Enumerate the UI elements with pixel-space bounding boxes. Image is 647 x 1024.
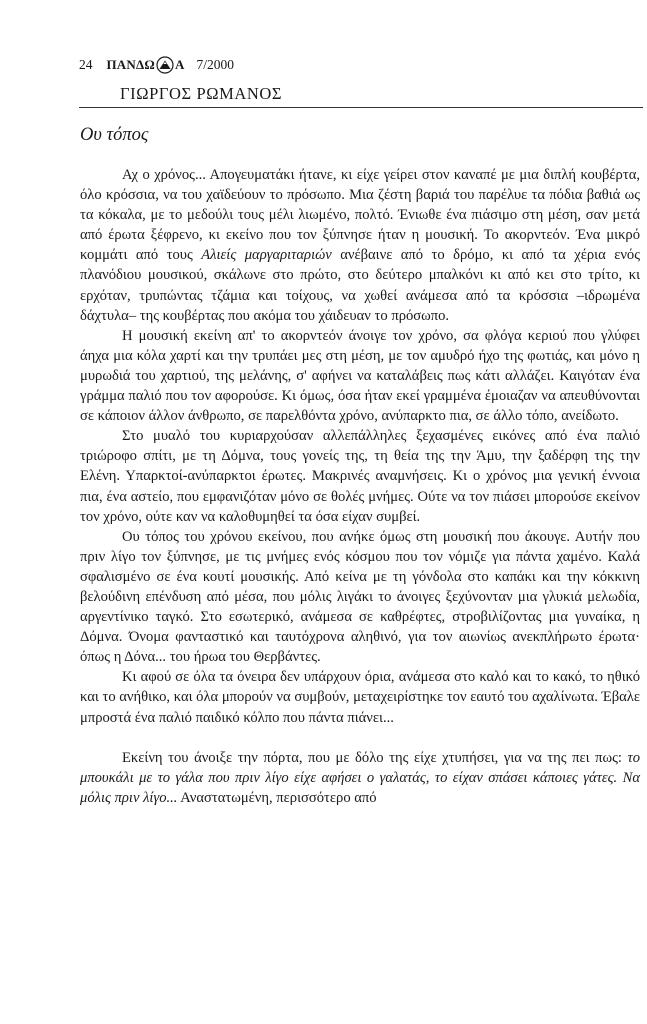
text-run: Αναστατωμένη, περισσότερο από — [177, 789, 377, 806]
paragraph — [80, 426, 640, 526]
text-run: Αχ ο χρόνος... Απογευματάκι ήτανε, κι είχε γείρει στον καναπέ με μια διπλή κουβέρτα, όλο κρόσσια, να του χαϊδεύουν το πρόσωπο. Μια ζέστη βαριά του παρέλυε τα πόδια βαθιά ως τα κόκαλα, με το μεδούλι τους μέλι λιωμένο, πολτό. Ένιωθε ένα πιάσιμο στη μέση, σαν μετά από έρωτα ξέφρενο, κι εκείνο που τον ξύπνησε ήταν η μουσική. Το ακορντεόν. Ένα μικρό κομμάτι από τους — [80, 167, 640, 264]
paragraph — [80, 527, 640, 668]
paragraph — [80, 326, 640, 426]
author-name: ΓΙΩΡΓΟΣ ΡΩΜΑΝΟΣ — [120, 84, 283, 103]
paragraph — [80, 165, 640, 326]
paragraph — [80, 667, 640, 727]
italic-phrase: Αλιείς μαργαριταριών — [201, 247, 332, 264]
text-run: Ου τόπος του χρόνου εκείνου, που ανήκε όμως στη μουσική που άκουγε. Αυτήν που πριν λίγο τον ξύπνησε, με τις μνήμες ενός κόσμου που τον νόμιζε για πάντα χαμένο. Καλά σφαλισμένο σε ένα κουτί μουσικής. Από κείνα με τη γόνδολα στο καπάκι και την κόκκινη βελούδινη επένδυση από μέσα, που μόλις λιγάκι το άνοιγες ξεχύνονταν μια γλυκιά μελωδία, αργεντίνικο ταγκό. Στο εσωτερικό, ανάμεσα σε καθρέφτες, στροβιλίζοντας μια γυναίκα, η Δόμνα. Όνομα φανταστικό και ταυτόχρονα αληθινό, για τον αιωνίως ανεκπλήρωτο έρωτα· όπως η Δόνα... του ήρωα του Θερβάντες. — [80, 528, 640, 666]
text-run: Κι αφού σε όλα τα όνειρα δεν υπάρχουν όρια, ανάμεσα στο καλό και το κακό, το ηθικό και το ανήθικο, και όλα μπορούν να συμβούν, μεταχειρίστηκε τον εαυτό του αχαλίνωτα. Έβαλε μπροστά ένα παλιό παιδικό κόλπο που πάντα πιάνει... — [80, 669, 640, 726]
running-header — [79, 56, 234, 74]
paragraph — [80, 748, 640, 808]
text-run: ανέβαινε από το δρόμο, κι από τα χέρια ενός πλανόδιου μουσικού, σκάλωνε στο πρώτο, στο δεύτερο μπαλκόνι κι από κει στο τρίτο, κι ερχόταν, τρυπώντας τζάμια και τοίχους, να χωθεί ανάμεσα από τα κρόσσια –ιδρωμένα δάχτυλα– της κουβέρτας που ακόμα του χάιδευαν το πρόσωπο. — [80, 247, 640, 324]
text-run: Στο μυαλό του κυριαρχούσαν αλλεπάλληλες ξεχασμένες εικόνες από ένα παλιό τριώροφο σπίτι, με τη Δόμνα, τους γονείς της, τη θεία της την Άμυ, την ξαδέρφη της την Ελένη. Υπαρκτοί-ανύπαρκτοι έρωτες. Μακρινές αναμνήσεις. Κι ο χρόνος μια γενική έννοια πια, ένα αστείο, που εμφανιζόταν μόνο σε θολές μνήμες. Ούτε να τον πιάσει μπορούσε εκείνον τον χρόνο, ούτε καν να καλοθυμηθεί τα όσα είχαν συμβεί. — [80, 428, 640, 525]
header-divider — [79, 107, 643, 108]
issue-number: 7/2000 — [196, 57, 235, 72]
text-run: Η μουσική εκείνη απ' το ακορντεόν άνοιγε τον χρόνο, σα φλόγα κεριού που γλύφει άηχα μια κόλα χαρτί και την τρυπάει μες στη μέση, με τον αμυδρό ήχο της φωτιάς, και μόνο η μυρωδιά του χαρτιού, της μελάνης, σ' αφήνει να καταλάβεις πως κάτι αλλάζει. Καιγόταν ένα γράμμα παλιό που τον αφορούσε. Κι όμως, όσα ήταν εκεί γραμμένα έμοιαζαν να απευθύνονται σε κάποιον άλλον άνθρωπο, σε παρελθόντα χρόνο, ανύπαρκτο πια, σε άλλο τόπο, ανείδωτο. — [80, 327, 640, 425]
magazine-logo — [107, 56, 185, 74]
magazine-name-end: Α — [174, 57, 185, 72]
italic-phrase: το μπουκάλι με το γάλα που πριν λίγο είχε αφήσει ο γαλατάς, το είχαν σπάσει κάποιες γάτες. Να μόλις πριν λίγο... — [80, 749, 640, 806]
story-title: Ου τόπος — [80, 125, 149, 145]
mountain-emblem-icon — [156, 56, 174, 74]
magazine-name-start: ΠΑΝΔΩ — [106, 57, 155, 72]
story-body — [80, 165, 640, 808]
page-number: 24 — [79, 57, 93, 72]
text-run: Εκείνη του άνοιξε την πόρτα, που με δόλο της είχε χτυπήσει, για να της πει πως: — [122, 749, 628, 766]
